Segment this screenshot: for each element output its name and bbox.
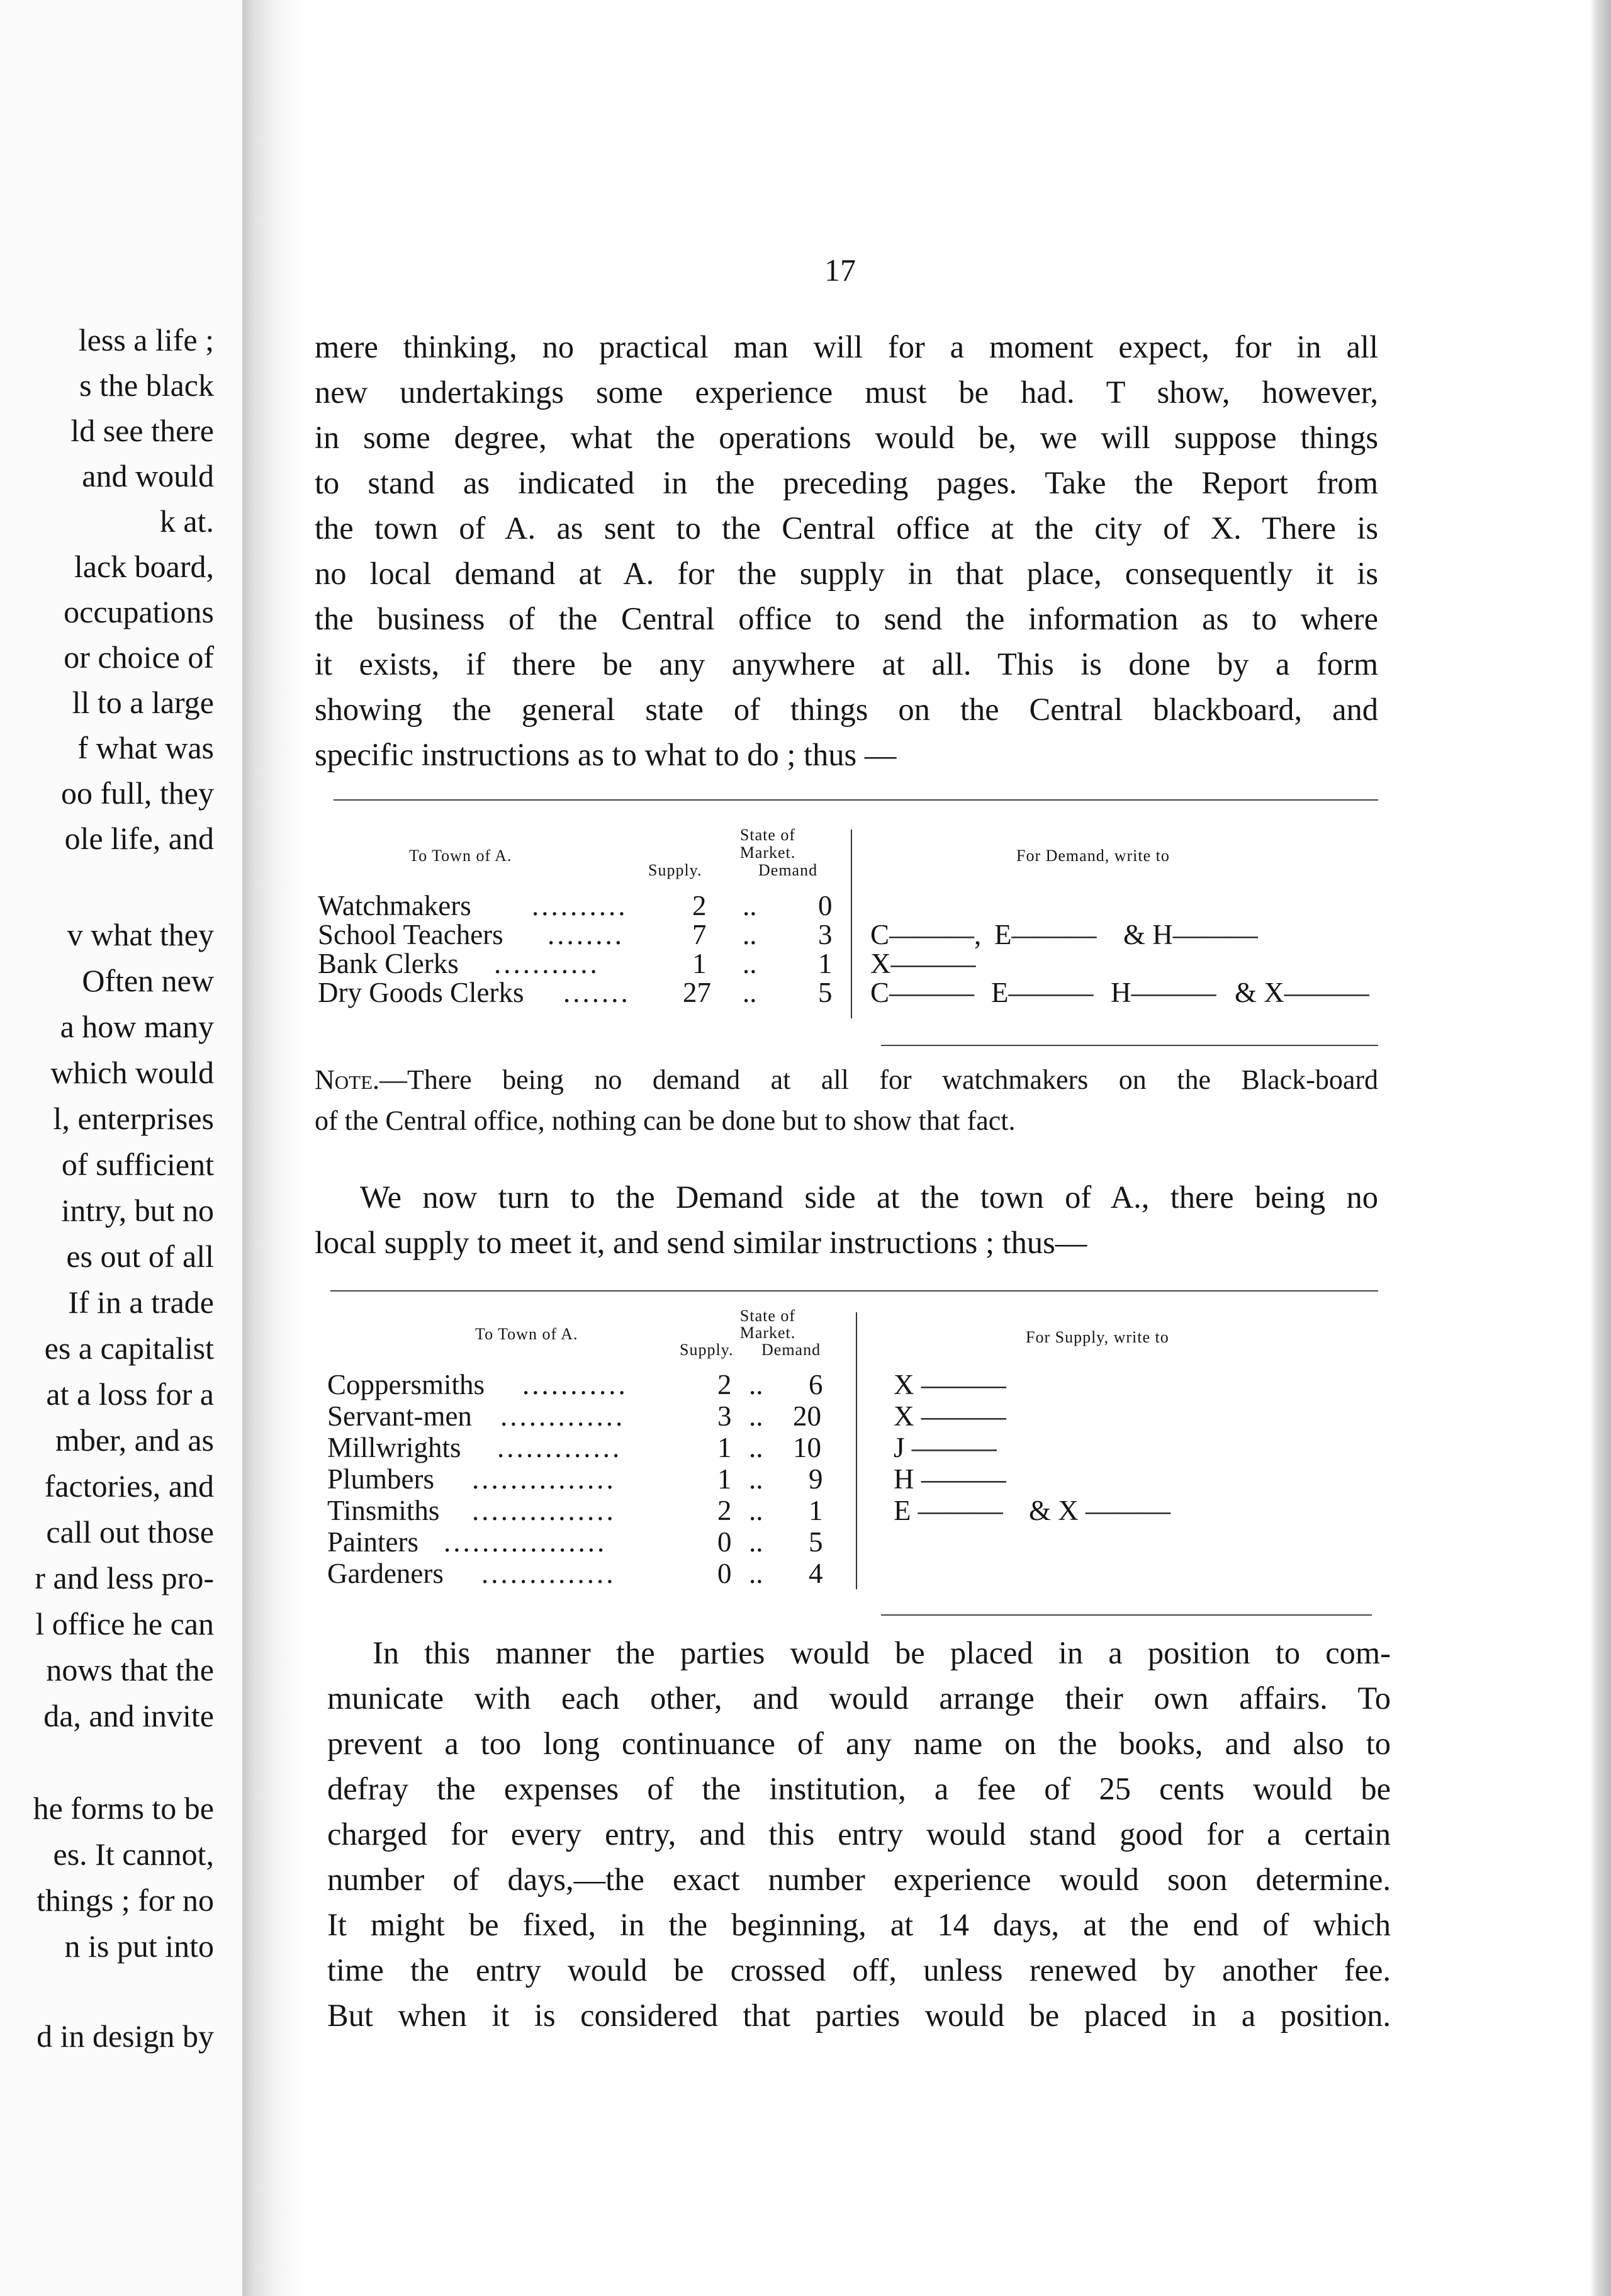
write-to-entry: C——— xyxy=(870,977,975,1008)
left-page-line: ll to a large xyxy=(72,685,214,720)
left-page-line: ole life, and xyxy=(64,821,214,856)
table1-bottom-rule xyxy=(881,1045,1378,1046)
leader-dots: .. xyxy=(749,1400,763,1432)
write-to-entry: X ——— xyxy=(894,1400,1006,1432)
left-page-line: s the black xyxy=(79,368,214,403)
left-page-line: l, enterprises xyxy=(53,1101,214,1136)
supply-value: 0 xyxy=(717,1526,732,1558)
table2-bottom-rule xyxy=(881,1614,1372,1616)
supply-value: 2 xyxy=(692,890,707,921)
leader-dots: ............... xyxy=(472,1463,616,1495)
left-page-line: d in design by xyxy=(36,2018,214,2054)
text-line: showing the general state of things on the Central blackboard, and xyxy=(315,692,1378,727)
text-line: prevent a too long continuance of any name on the books, and also to xyxy=(327,1726,1391,1761)
table2-state-header-2: Market. xyxy=(739,1324,796,1342)
left-page-line: f what was xyxy=(77,730,214,765)
write-to-entry: E ——— xyxy=(894,1495,1003,1526)
leader-dots: .. xyxy=(749,1432,763,1463)
left-facing-page xyxy=(0,0,242,2296)
demand-value: 1 xyxy=(818,948,833,979)
demand-value: 9 xyxy=(809,1463,823,1495)
supply-value: 27 xyxy=(683,977,711,1008)
left-page-line: ld see there xyxy=(70,413,214,448)
book-gutter-shadow xyxy=(242,0,312,2296)
write-to-entry: X——— xyxy=(870,948,976,979)
leader-dots: ............... xyxy=(472,1495,616,1526)
leader-dots: ........ xyxy=(547,919,624,950)
table2-state-header-1: State of xyxy=(739,1307,796,1325)
row-label: Plumbers xyxy=(327,1463,435,1495)
leader-dots: .......... xyxy=(532,890,628,921)
text-line: the town of A. as sent to the Central office at the city of X. There is xyxy=(315,510,1378,546)
left-page-line: occupations xyxy=(64,594,214,629)
leader-dots: .. xyxy=(743,948,757,979)
leader-dots: .. xyxy=(749,1526,763,1558)
left-page-line: of sufficient xyxy=(61,1147,214,1182)
left-page-line: l office he can xyxy=(35,1606,214,1641)
demand-value: 0 xyxy=(818,890,833,921)
leader-dots: .. xyxy=(743,890,757,921)
row-label: Watchmakers xyxy=(318,890,471,921)
left-page-line: lack board, xyxy=(74,549,214,584)
write-to-entry: H——— xyxy=(1111,977,1216,1008)
left-page-line: Often new xyxy=(82,963,214,998)
table2-write-header: For Supply, write to xyxy=(1026,1328,1169,1346)
table1-state-header-2: Market. xyxy=(739,843,796,862)
supply-value: 2 xyxy=(717,1369,732,1400)
write-to-entry: & X——— xyxy=(1235,977,1369,1008)
left-page-line: es out of all xyxy=(66,1239,214,1274)
text-line: new undertakings some experience must be had. T show, however, xyxy=(315,374,1378,410)
row-label: Millwrights xyxy=(327,1432,461,1463)
table2-col-demand: Demand xyxy=(761,1341,821,1359)
leader-dots: ....... xyxy=(563,977,631,1008)
row-label: School Teachers xyxy=(318,919,503,950)
demand-value: 1 xyxy=(809,1495,823,1526)
left-page-line: less a life ; xyxy=(78,322,214,357)
write-to-entry: E——— xyxy=(991,977,1094,1008)
leader-dots: .. xyxy=(743,977,757,1008)
table1-write-header: For Demand, write to xyxy=(1016,847,1170,865)
leader-dots: ............. xyxy=(500,1400,626,1432)
row-label: Coppersmiths xyxy=(327,1369,485,1400)
left-page-line: da, and invite xyxy=(43,1698,214,1733)
leader-dots: .. xyxy=(749,1369,763,1400)
write-to-entry: H ——— xyxy=(894,1463,1006,1495)
left-page-line: es a capitalist xyxy=(44,1331,214,1366)
left-page-line: factories, and xyxy=(44,1468,214,1504)
leader-dots: .............. xyxy=(481,1558,616,1589)
leader-dots: .. xyxy=(743,919,757,950)
supply-value: 7 xyxy=(692,919,707,950)
text-line: no local demand at A. for the supply in that place, consequently it is xyxy=(315,556,1378,591)
text-line xyxy=(315,1059,1378,1100)
supply-value: 0 xyxy=(717,1558,732,1589)
table1-divider xyxy=(851,830,852,1018)
text-line: in some degree, what the operations would be, we will suppose things xyxy=(315,420,1378,455)
text-line: We now turn to the Demand side at the town of A., there being no xyxy=(360,1179,1378,1215)
paragraph-demand-side xyxy=(315,1174,1378,1265)
left-page-line: and would xyxy=(82,458,214,493)
demand-value: 10 xyxy=(793,1432,821,1463)
leader-dots: ........... xyxy=(494,948,600,979)
text-line: defray the expenses of the institution, a fee of 25 cents would be xyxy=(327,1771,1391,1806)
demand-value: 3 xyxy=(818,919,833,950)
left-page-line: or choice of xyxy=(64,639,214,675)
table2-col-supply: Supply. xyxy=(680,1341,734,1359)
left-page-line: mber, and as xyxy=(55,1422,214,1458)
write-to-entry: & H——— xyxy=(1123,919,1258,950)
text-line: In this manner the parties would be placed in a position to com- xyxy=(373,1635,1391,1670)
write-to-entry: E——— xyxy=(994,919,1097,950)
text-line: it exists, if there be any anywhere at all. This is done by a form xyxy=(315,646,1378,682)
demand-value: 5 xyxy=(818,977,833,1008)
note-text: —There being no demand at all for watchmakers on the Black-board xyxy=(379,1064,1378,1095)
left-page-line: nows that the xyxy=(46,1652,214,1687)
left-page-line: r and less pro- xyxy=(35,1560,214,1595)
left-page-line: n is put into xyxy=(64,1928,214,1964)
table2-title: To Town of A. xyxy=(475,1325,578,1343)
leader-dots: .. xyxy=(749,1558,763,1589)
demand-value: 4 xyxy=(809,1558,823,1589)
supply-value: 2 xyxy=(717,1495,732,1526)
row-label: Painters xyxy=(327,1526,418,1558)
left-page-line: things ; for no xyxy=(36,1882,214,1918)
supply-value: 3 xyxy=(717,1400,732,1432)
left-page-line: intry, but no xyxy=(61,1193,214,1228)
text-line: of the Central office, nothing can be done but to show that fact. xyxy=(315,1105,1016,1136)
supply-value: 1 xyxy=(717,1432,732,1463)
table1-col-demand: Demand xyxy=(758,861,818,879)
text-line: the business of the Central office to send the information as to where xyxy=(315,601,1378,636)
table1-col-supply: Supply. xyxy=(648,861,702,879)
demand-value: 20 xyxy=(793,1400,821,1432)
text-line: to stand as indicated in the preceding pages. Take the Report from xyxy=(315,465,1378,500)
supply-value: 1 xyxy=(717,1463,732,1495)
write-to-entry: J ——— xyxy=(894,1432,997,1463)
row-label: Dry Goods Clerks xyxy=(318,977,524,1008)
text-line: local supply to meet it, and send similar instructions ; thus— xyxy=(315,1225,1087,1260)
paragraph-intro xyxy=(315,324,1378,777)
write-to-entry: & X ——— xyxy=(1029,1495,1170,1526)
left-page-line: which would xyxy=(50,1055,214,1090)
table1-top-rule xyxy=(334,799,1378,801)
left-page-line: k at. xyxy=(159,504,214,539)
demand-value: 5 xyxy=(809,1526,823,1558)
text-line: time the entry would be crossed off, unless renewed by another fee. xyxy=(327,1952,1391,1988)
row-label: Tinsmiths xyxy=(327,1495,440,1526)
text-line: But when it is considered that parties would be placed in a position. xyxy=(327,1998,1391,2033)
write-to-entry: X ——— xyxy=(894,1369,1006,1400)
supply-value: 1 xyxy=(692,948,707,979)
table1-title: To Town of A. xyxy=(409,847,512,865)
row-label: Gardeners xyxy=(327,1558,444,1589)
table2-top-rule xyxy=(330,1290,1378,1292)
left-page-line: es. It cannot, xyxy=(53,1837,214,1872)
leader-dots: .. xyxy=(749,1495,763,1526)
page-number: 17 xyxy=(824,252,856,288)
table2-divider xyxy=(856,1312,857,1589)
note-label: Note. xyxy=(315,1064,380,1095)
row-label: Servant-men xyxy=(327,1400,472,1432)
text-line: It might be fixed, in the beginning, at 14 days, at the end of which xyxy=(327,1907,1391,1942)
note-paragraph xyxy=(315,1059,1378,1141)
left-page-line: call out those xyxy=(46,1514,214,1550)
text-line: municate with each other, and would arrange their own affairs. To xyxy=(327,1680,1391,1716)
leader-dots: ........... xyxy=(522,1369,628,1400)
page-edge-shadow xyxy=(1590,0,1611,2296)
demand-value: 6 xyxy=(809,1369,823,1400)
text-line: charged for every entry, and this entry would stand good for a certain xyxy=(327,1816,1391,1852)
row-label: Bank Clerks xyxy=(318,948,459,979)
left-page-line: he forms to be xyxy=(33,1791,214,1826)
left-page-line: oo full, they xyxy=(60,775,214,811)
text-line: specific instructions as to what to do ; thus — xyxy=(315,737,897,772)
leader-dots: ............. xyxy=(497,1432,622,1463)
text-line: mere thinking, no practical man will for a moment expect, for in all xyxy=(315,329,1378,364)
leader-dots: ................. xyxy=(444,1526,607,1558)
leader-dots: .. xyxy=(749,1463,763,1495)
table1-state-header-1: State of xyxy=(739,826,796,844)
left-page-line: a how many xyxy=(60,1009,214,1044)
left-page-line: at a loss for a xyxy=(46,1376,214,1412)
left-page-line: v what they xyxy=(67,917,214,952)
text-line: number of days,—the exact number experience would soon determine. xyxy=(327,1862,1391,1897)
left-page-line: If in a trade xyxy=(68,1285,214,1320)
write-to-entry: C———, xyxy=(870,919,982,950)
paragraph-conclusion xyxy=(327,1630,1391,2038)
